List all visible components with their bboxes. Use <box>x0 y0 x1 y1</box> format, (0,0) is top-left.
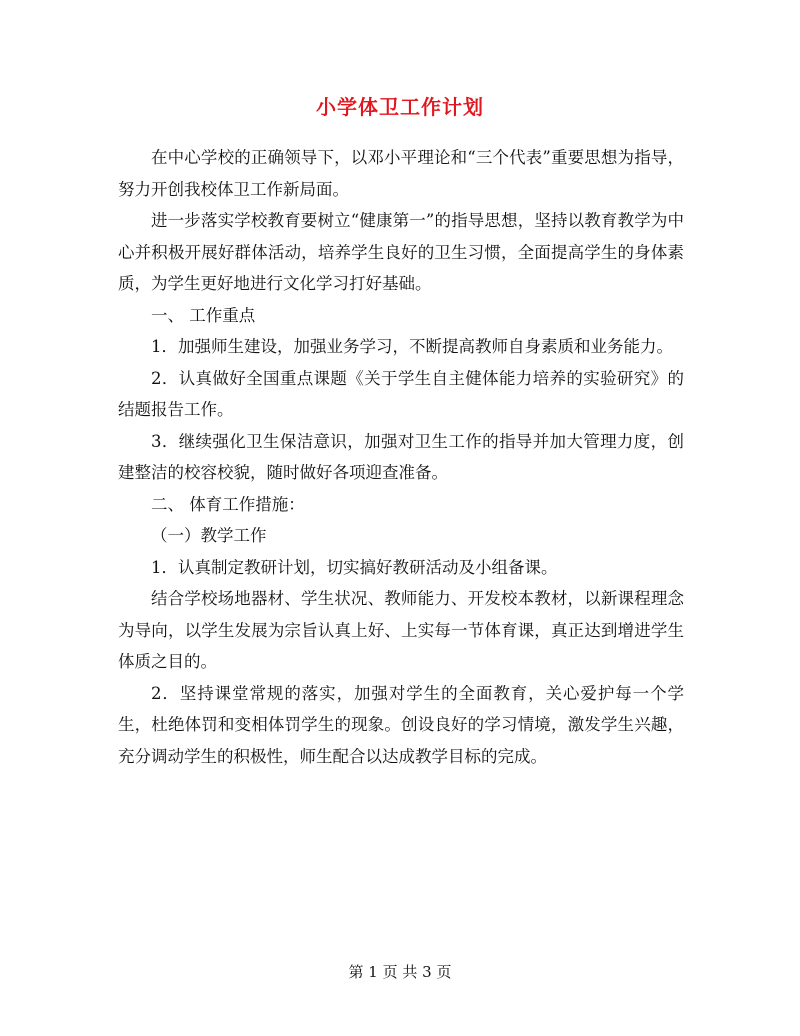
list-item-teacher-building: 1．加强师生建设，加强业务学习，不断提高教师自身素质和业务能力。 <box>151 337 673 356</box>
page-number-label: 第 1 页 共 3 页 <box>348 963 452 981</box>
list-item-hygiene: 3．继续强化卫生保洁意识，加强对卫生工作的指导并加大管理力度，创建整洁的校容校貌，随时做好各项迎查准备。 <box>118 431 684 482</box>
document-body <box>118 142 684 772</box>
section-heading-work-focus: 一、 工作重点 <box>151 305 256 325</box>
subsection-heading-teaching: （一）教学工作 <box>151 526 267 545</box>
page-footer <box>0 961 800 983</box>
paragraph-intro: 在中心学校的正确领导下，以邓小平理论和“三个代表”重要思想为指导，努力开创我校体卫工作新局面。 <box>118 148 684 199</box>
list-item-classroom-routine: 2．坚持课堂常规的落实，加强对学生的全面教育，关心爱护每一个学生，杜绝体罚和变相体罚学生的现象。创设良好的学习情境，激发学生兴趣，充分调动学生的积极性，师生配合以达成教学目标的完成。 <box>118 683 684 766</box>
paragraph-health-first: 进一步落实学校教育要树立“健康第一”的指导思想，坚持以教育教学为中心并积极开展好群体活动，培养学生良好的卫生习惯，全面提高学生的身体素质，为学生更好地进行文化学习打好基础。 <box>118 211 684 293</box>
list-item-research-report: 2．认真做好全国重点课题《关于学生自主健体能力培养的实验研究》的结题报告工作。 <box>118 368 684 419</box>
document-title: 小学体卫工作计划 <box>316 95 484 119</box>
section-heading-pe-measures: 二、 体育工作措施： <box>151 494 305 514</box>
list-item-research-plan: 1．认真制定教研计划，切实搞好教研活动及小组备课。 <box>151 557 558 577</box>
paragraph-curriculum: 结合学校场地器材、学生状况、教师能力、开发校本教材，以新课程理念为导向，以学生发展为宗旨认真上好、上实每一节体育课，真正达到增进学生体质之目的。 <box>118 589 684 671</box>
